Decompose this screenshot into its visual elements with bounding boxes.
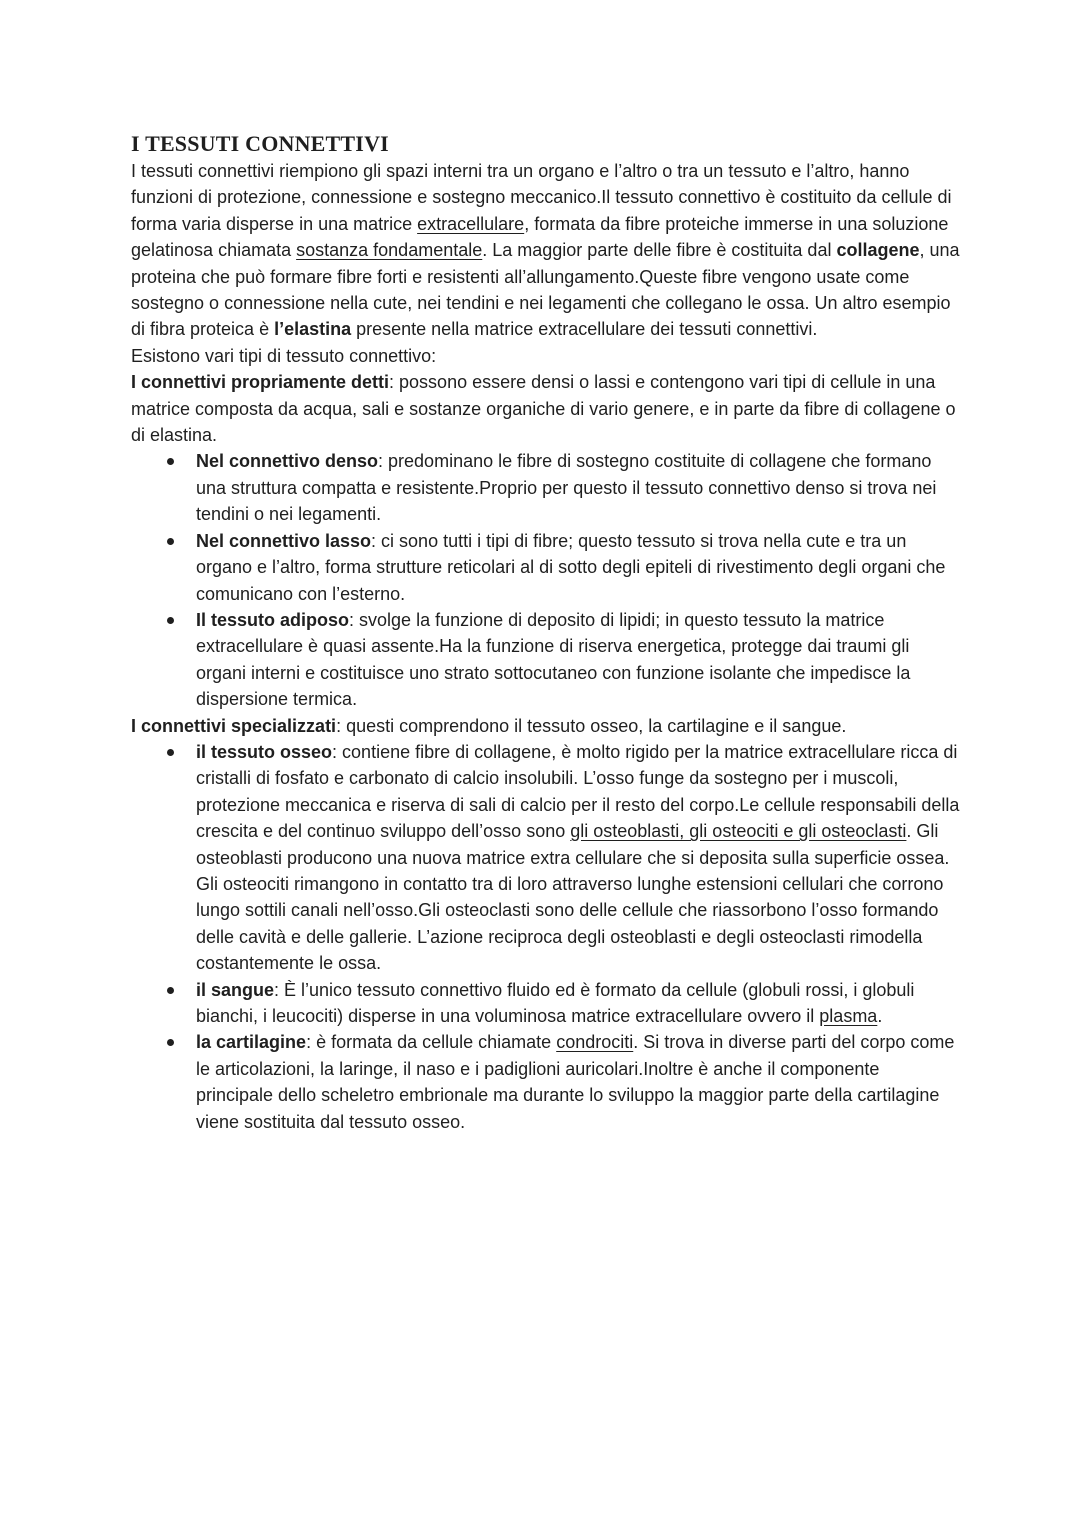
item-heading: Nel connettivo lasso bbox=[196, 530, 372, 551]
item-heading: la cartilagine bbox=[196, 1032, 307, 1053]
underlined-term: condrociti bbox=[556, 1032, 634, 1053]
types-intro: Esistono vari tipi di tessuto connettivo: bbox=[131, 345, 437, 366]
bold-term: collagene bbox=[836, 240, 920, 261]
list-item bbox=[196, 739, 960, 977]
item-text: : predominano le fibre di sostegno costituite di collagene che formano una struttura compatta e resistente.Proprio per questo il tessuto connettivo denso si trova nei tendini o nei legamenti. bbox=[196, 451, 937, 525]
bold-term: l’elastina bbox=[274, 319, 352, 340]
specialized-connective-list bbox=[131, 739, 960, 1135]
item-text: : ci sono tutti i tipi di fibre; questo tessuto si trova nella cute e tra un organo e l’altro, forma strutture reticolari al di sotto degli epiteli di rivestimento degli organi che comunicano con l’esterno. bbox=[196, 530, 946, 604]
intro-text: . La maggior parte delle fibre è costituita dal bbox=[482, 240, 837, 261]
item-heading: Il tessuto adiposo bbox=[196, 609, 350, 630]
item-text: : è formata da cellule chiamate bbox=[306, 1032, 557, 1053]
item-text: . Gli osteoblasti producono una nuova matrice extra cellulare che si deposita sulla superficie ossea. Gli osteociti rimangono in contatto tra di loro attraverso lunghe estensioni cellulari che corrono lungo sottili canali nell’osso.Gli osteoclasti sono delle cellule che riassorbono l’osso formando delle cavità e delle gallerie. L’azione reciproca degli osteoblasti e degli osteoclasti rimodella costantemente le ossa. bbox=[196, 821, 950, 974]
proper-connective-list bbox=[131, 448, 960, 712]
intro-text: , una proteina che può formare fibre forti e resistenti all’allungamento.Queste fibre vengono usate come sostegno o connessione nella cute, nei tendini e nei legamenti che collegano le ossa. Un altro esempio di fibra proteica è bbox=[131, 240, 960, 340]
list-item bbox=[196, 977, 960, 1030]
intro-text: , formata da fibre proteiche immerse in una soluzione gelatinosa chiamata bbox=[131, 213, 949, 261]
intro-text: presente nella matrice extracellulare dei tessuti connettivi. bbox=[351, 319, 818, 340]
item-heading: Nel connettivo denso bbox=[196, 451, 379, 472]
section-heading: I connettivi specializzati bbox=[131, 715, 337, 736]
item-text: : È l’unico tessuto connettivo fluido ed è formato da cellule (globuli rossi, i globuli bianchi, i leucociti) disperse in una voluminosa matrice extracellulare ovvero il bbox=[196, 979, 915, 1026]
item-text: . Si trova in diverse parti del corpo come le articolazioni, la laringe, il naso e i padiglioni auricolari.Inoltre è anche il componente principale dello scheletro embrionale ma durante lo sviluppo la maggior parte della cartilagine viene sostituita dal tessuto osseo. bbox=[196, 1032, 955, 1132]
item-heading: il sangue bbox=[196, 979, 275, 1000]
section-heading: I connettivi propriamente detti bbox=[131, 372, 390, 393]
intro-paragraph bbox=[131, 158, 960, 343]
specialized-connective-paragraph bbox=[131, 713, 960, 739]
item-text: : svolge la funzione di deposito di lipidi; in questo tessuto la matrice extracellulare è quasi assente.Ha la funzione di riserva energetica, protegge dai traumi gli organi interni e costituisce uno strato sottocutaneo con funzione isolante che impedisce la dispersione termica. bbox=[196, 609, 911, 710]
item-heading: il tessuto osseo bbox=[196, 741, 333, 762]
section-text: : possono essere densi o lassi e contengono vari tipi di cellule in una matrice composta da acqua, sali e sostanze organiche di vario genere, e in parte da fibre di collagene o di elastina. bbox=[131, 372, 956, 446]
list-item bbox=[196, 607, 960, 713]
section-text: : questi comprendono il tessuto osseo, la cartilagine e il sangue. bbox=[336, 715, 847, 736]
underlined-term: gli osteoblasti, gli osteociti e gli osteoclasti bbox=[570, 821, 907, 842]
proper-connective-paragraph bbox=[131, 369, 960, 448]
item-text: . bbox=[877, 1006, 883, 1026]
list-item bbox=[196, 448, 960, 527]
list-item bbox=[196, 1029, 960, 1135]
underlined-term: extracellulare bbox=[417, 213, 525, 234]
underlined-term: sostanza fondamentale bbox=[296, 240, 483, 261]
intro-text: I tessuti connettivi riempiono gli spazi interni tra un organo e l’altro o tra un tessuto e l’altro, hanno funzioni di protezione, connessione e sostegno meccanico.Il tessuto connettivo è costituito da cellule di forma varia disperse in una matrice bbox=[131, 161, 952, 234]
item-text: : contiene fibre di collagene, è molto rigido per la matrice extracellulare ricca di cristalli di fosfato e carbonato di calcio insolubili. L’osso funge da sostegno per i muscoli, protezione meccanica e riserva di sali di calcio per il resto del corpo.Le cellule responsabili della crescita e del continuo sviluppo dell’osso sono bbox=[196, 741, 960, 842]
page-title: I TESSUTI CONNETTIVI bbox=[131, 131, 389, 156]
list-item bbox=[196, 528, 960, 607]
underlined-term: plasma bbox=[819, 1006, 878, 1026]
